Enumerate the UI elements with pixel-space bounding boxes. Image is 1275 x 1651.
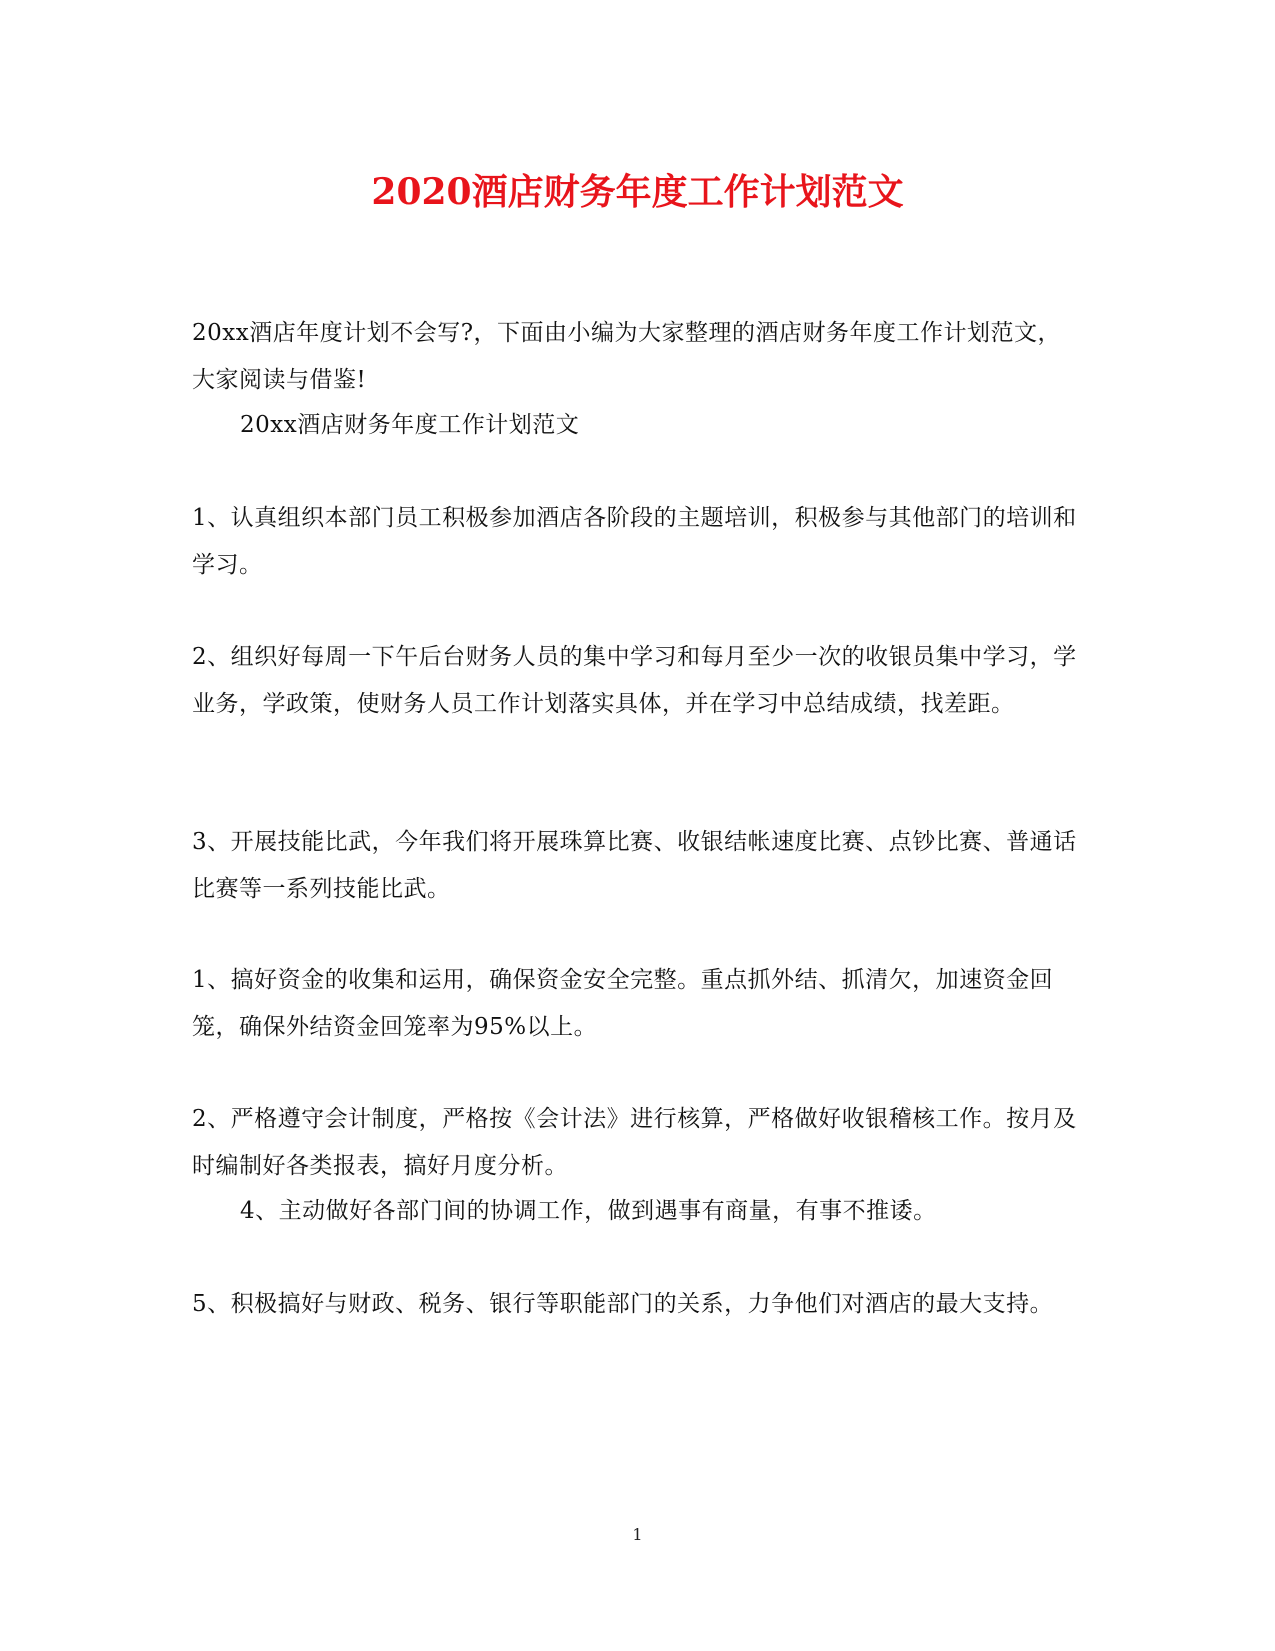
paragraph-accounting: 2、严格遵守会计制度，严格按《会计法》进行核算，严格做好收银稽核工作。按月及时编制好各类报表，搞好月度分析。: [192, 1106, 1077, 1179]
paragraph-external-relations: 5、积极搞好与财政、税务、银行等职能部门的关系，力争他们对酒店的最大支持。: [192, 1291, 1054, 1317]
intro-paragraph: 20xx酒店年度计划不会写?，下面由小编为大家整理的酒店财务年度工作计划范文，大家阅读与借鉴!: [192, 320, 1062, 393]
page-number: 1: [632, 1525, 643, 1544]
paragraph-coordination: 4、主动做好各部门间的协调工作，做到遇事有商量，有事不推诿。: [240, 1198, 937, 1224]
subtitle-paragraph: 20xx酒店财务年度工作计划范文: [240, 412, 580, 438]
paragraph-funds: 1、搞好资金的收集和运用，确保资金安全完整。重点抓外结、抓清欠，加速资金回笼，确保外结资金回笼率为95%以上。: [192, 967, 1054, 1040]
paragraph-skills-contest: 3、开展技能比武，今年我们将开展珠算比赛、收银结帐速度比赛、点钞比赛、普通话比赛等一系列技能比武。: [192, 829, 1077, 902]
document-title: 2020酒店财务年度工作计划范文: [371, 171, 904, 213]
paragraph-weekly-study: 2、组织好每周一下午后台财务人员的集中学习和每月至少一次的收银员集中学习，学业务，学政策，使财务人员工作计划落实具体，并在学习中总结成绩，找差距。: [192, 644, 1077, 717]
paragraph-training: 1、认真组织本部门员工积极参加酒店各阶段的主题培训，积极参与其他部门的培训和学习。: [192, 505, 1077, 578]
